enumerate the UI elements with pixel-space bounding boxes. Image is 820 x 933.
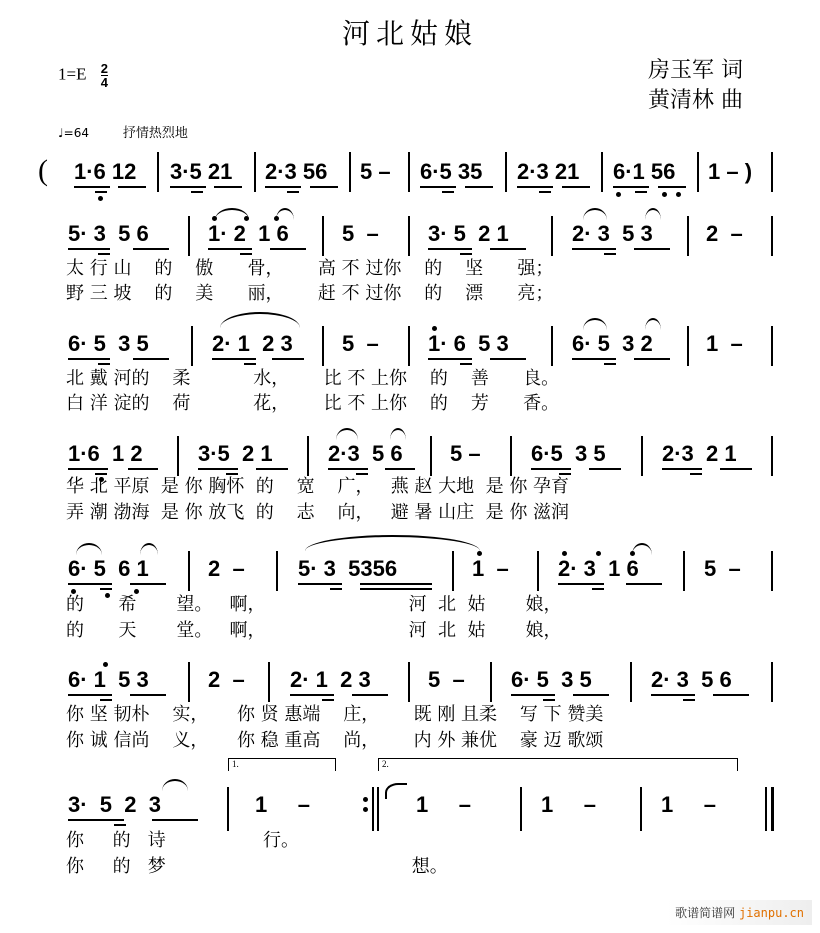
measure: 1·6 12 [74, 159, 137, 184]
lyrics-verse1: 太 行 山 的 傲 骨， 高 不 过你 的 坚 强； [66, 258, 554, 279]
measure: 2·3 56 [265, 159, 328, 184]
composer: 黄清林 曲 [648, 88, 743, 113]
measure: 5 – [360, 159, 391, 184]
barline [697, 152, 699, 192]
lyrics-verse2: 白 洋 淀的 荷 花， 比 不 上你 的 芳 香。 [66, 393, 560, 414]
lyrics-verse2: 野 三 坡 的 美 丽， 赶 不 过你 的 漂 亮； [66, 283, 554, 304]
tempo-value: ♩=64 [58, 126, 89, 140]
barline [254, 152, 256, 192]
system-row2: 6· 5 3 5 2· 1 2 3 5 – 1· 6 5 3 6· 5 3 2 1 – [0, 332, 820, 392]
key-signature [58, 62, 108, 89]
measure: 1 – ) [708, 159, 753, 184]
measure: 6·1 56 [613, 159, 676, 184]
lyrics-verse1: 北 戴 河的 柔 水， 比 不 上你 的 善 良。 [66, 368, 560, 389]
barline [601, 152, 603, 192]
volta-1: 1. [228, 758, 336, 771]
lyrics-verse1: 华 北 平原 是 你 胸怀 的 宽 广， 燕 赵 大地 是 你 孕育 [66, 476, 570, 497]
time-sig-top: 2 [100, 61, 108, 76]
system-row1: 5· 3 5 6 1· 2 1 6 5 – 3· 5 2 1 2· 3 5 3 2 – [0, 222, 820, 282]
barline [408, 152, 410, 192]
measure: 2·3 21 [517, 159, 580, 184]
key-label: 1=E [58, 64, 87, 84]
lyrics-verse1: 你 的 诗 行。 [66, 830, 300, 851]
song-title: 河北姑娘 [341, 17, 478, 50]
expression-marking: 抒情热烈地 [122, 126, 188, 141]
measure: 6·5 35 [420, 159, 483, 184]
lyrics-verse2: 你 的 梦 想。 [66, 856, 448, 877]
measure: 3·5 21 [170, 159, 233, 184]
tempo-marking [58, 122, 188, 141]
time-signature [101, 62, 108, 89]
lyrics-verse1: 的 希 望。 啊， 河 北 姑 娘， [66, 594, 562, 615]
time-sig-bottom: 4 [100, 75, 108, 90]
system-row3: 1·6 1 2 3·5 2 1 2·3 5 6 5 – 6·5 3 5 2·3 2 1 [0, 442, 820, 502]
lyrics-verse2: 你 诚 信尚 义， 你 稳 重高 尚， 内 外 兼优 豪 迈 歌颂 [66, 730, 604, 751]
system-intro [0, 154, 820, 220]
credits [648, 56, 743, 116]
volta-2: 2. [378, 758, 738, 771]
barline [157, 152, 159, 192]
lyrics-verse2: 弄 潮 渤海 是 你 放飞 的 志 向， 避 暑 山庄 是 你 滋润 [66, 502, 570, 523]
system-row4: 6· 5 6 1 2 – 5· 3 5356 1 – 2· 3 1 6 5 – [0, 557, 820, 617]
barline [505, 152, 507, 192]
lyricist: 房玉军 词 [648, 58, 743, 83]
barline [771, 152, 773, 192]
lyrics-verse1: 你 坚 韧朴 实， 你 贤 惠端 庄， 既 刚 且柔 写 下 赞美 [66, 704, 604, 725]
watermark-text: 歌谱简谱网 [675, 906, 736, 920]
open-paren: ( [38, 154, 48, 187]
watermark-site: jianpu.cn [738, 906, 804, 920]
lyrics-verse2: 的 天 堂。 啊， 河 北 姑 娘， [66, 620, 562, 641]
system-row6: 3· 5 2 3 1 – 1 – 1 – 1 – [0, 793, 820, 853]
watermark [667, 900, 812, 925]
barline [349, 152, 351, 192]
system-row5: 6· 1 5 3 2 – 2· 1 2 3 5 – 6· 5 3 5 2· 3 5 6 [0, 668, 820, 728]
